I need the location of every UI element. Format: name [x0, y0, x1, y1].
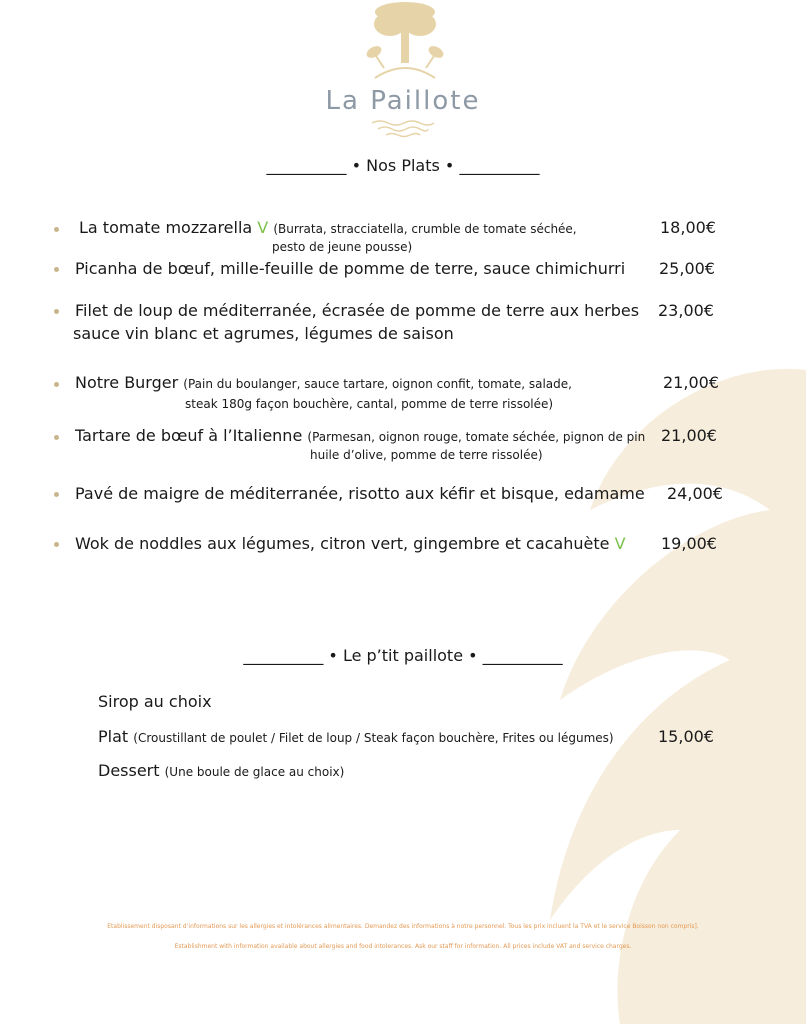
dish-item — [79, 218, 577, 237]
dish-price: 18,00€ — [660, 218, 716, 237]
dish-item — [75, 373, 572, 392]
dish-name: Tartare de bœuf à l’Italienne — [75, 426, 303, 445]
kids-dessert-detail: (Une boule de glace au choix) — [164, 765, 345, 779]
dish-price: 24,00€ — [667, 484, 723, 503]
kids-sirop: Sirop au choix — [98, 692, 212, 711]
dish-price: 21,00€ — [663, 373, 719, 392]
dish-price: 21,00€ — [661, 426, 717, 445]
waves-icon — [370, 118, 436, 138]
bullet-icon — [54, 227, 59, 232]
bullet-icon — [54, 435, 59, 440]
vegetarian-badge: V — [614, 534, 626, 553]
kids-dessert-label: Dessert — [98, 761, 160, 780]
bullet-icon — [54, 542, 59, 547]
dish-detail: (Burrata, stracciatella, crumble de tomate séchée, — [273, 222, 577, 236]
vegetarian-badge: V — [257, 218, 269, 237]
dish-description: sauce vin blanc et agrumes, légumes de saison — [73, 324, 454, 343]
section-heading-plats: __________ • Nos Plats • __________ — [266, 156, 540, 175]
palm-logo-icon — [360, 0, 450, 80]
dish-name: Wok de noddles aux légumes, citron vert, gingembre et cacahuète — [75, 534, 610, 553]
dish-name: Picanha de bœuf, mille-feuille de pomme de terre, sauce chimichurri — [75, 259, 626, 278]
bullet-icon — [54, 309, 59, 314]
footer-allergen-fr: Etablissement disposant d’informations sur les allergies et intolérances alimentaires. Demandez des informations à notre personnel. Tous les prix incluent la TVA et le service Boisson non compris]. — [107, 923, 699, 930]
dish-detail: (Pain du boulanger, sauce tartare, oignon confit, tomate, salade, — [183, 377, 572, 391]
kids-price: 15,00€ — [658, 727, 714, 746]
dish-detail: pesto de jeune pousse) — [272, 240, 413, 254]
dish-price: 19,00€ — [661, 534, 717, 553]
logo-text: La Paillote — [325, 86, 481, 116]
dish-detail: steak 180g façon bouchère, cantal, pomme de terre rissolée) — [185, 397, 554, 411]
dish-price: 25,00€ — [659, 259, 715, 278]
bullet-icon — [54, 492, 59, 497]
dish-detail: (Parmesan, oignon rouge, tomate séchée, pignon de pin — [307, 430, 646, 444]
dish-detail: huile d’olive, pomme de terre rissolée) — [310, 448, 543, 462]
dish-name: Pavé de maigre de méditerranée, risotto aux kéfir et bisque, edamame — [75, 484, 645, 503]
dish-item — [75, 426, 645, 445]
bullet-icon — [54, 382, 59, 387]
kids-plat — [98, 727, 614, 746]
footer-allergen-en: Establishment with information available about allergies and food intolerances. Ask our staff for information. All prices include VAT and service charges. — [174, 943, 632, 950]
dish-price: 23,00€ — [658, 301, 714, 320]
dish-name: Notre Burger — [75, 373, 179, 392]
section-heading-kids: __________ • Le p’tit paillote • __________ — [243, 646, 563, 665]
dish-name: La tomate mozzarella — [79, 218, 253, 237]
kids-dessert — [98, 761, 344, 780]
kids-plat-label: Plat — [98, 727, 129, 746]
dish-item — [75, 534, 626, 553]
dish-name: Filet de loup de méditerranée, écrasée de pomme de terre aux herbes — [75, 301, 640, 320]
bullet-icon — [54, 267, 59, 272]
kids-plat-detail: (Croustillant de poulet / Filet de loup / Steak façon bouchère, Frites ou légumes) — [133, 731, 614, 745]
